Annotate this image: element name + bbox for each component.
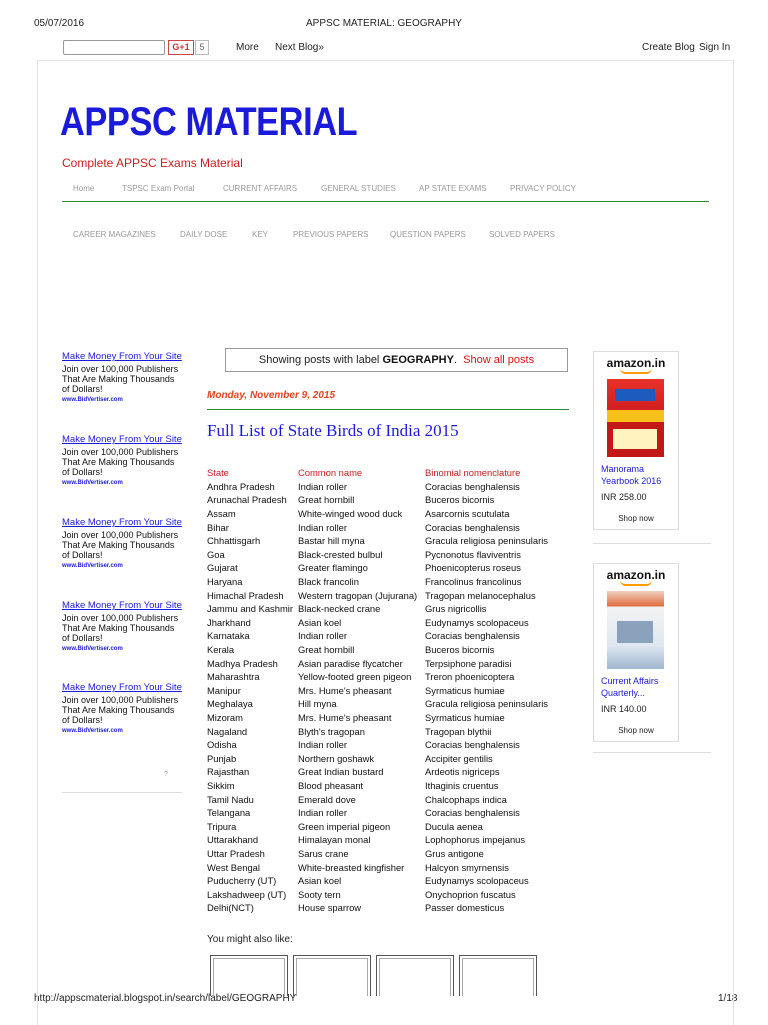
- cell-common-name: Asian paradise flycatcher: [298, 657, 403, 669]
- amazon-product-widget[interactable]: [593, 351, 679, 530]
- sidebar-ad: [62, 351, 182, 405]
- related-post-thumbnail[interactable]: [376, 955, 454, 996]
- table-row: [207, 711, 548, 725]
- ad-link[interactable]: Make Money From Your Site: [62, 434, 182, 445]
- ad-text: Join over 100,000 Publishers That Are Making Thousands of Dollars!: [62, 446, 179, 478]
- cell-binomial: Pycnonotus flaviventris: [425, 548, 521, 560]
- cell-binomial: Phoenicopterus roseus: [425, 562, 521, 574]
- cell-state: Tripura: [207, 820, 237, 832]
- cell-binomial: Ducula aenea: [425, 820, 483, 832]
- post-title[interactable]: Full List of State Birds of India 2015: [207, 421, 459, 440]
- cell-common-name: Asian koel: [298, 875, 342, 887]
- cell-common-name: Himalayan monal: [298, 834, 371, 846]
- cell-common-name: Mrs. Hume's pheasant: [298, 711, 392, 723]
- print-page-number: 1/18: [718, 993, 738, 1004]
- cell-common-name: Hill myna: [298, 698, 337, 710]
- sign-in-link[interactable]: Sign In: [699, 42, 731, 53]
- cell-common-name: Blyth's tragopan: [298, 725, 365, 737]
- table-row: [207, 697, 548, 711]
- table-row: [207, 819, 548, 833]
- ad-text: Join over 100,000 Publishers That Are Making Thousands of Dollars!: [62, 694, 179, 726]
- ad-link[interactable]: Make Money From Your Site: [62, 517, 182, 528]
- cell-common-name: Indian roller: [298, 480, 347, 492]
- menu-item-solved-papers[interactable]: SOLVED PAPERS: [489, 230, 555, 239]
- cell-binomial: Grus antigone: [425, 847, 484, 859]
- site-title[interactable]: APPSC MATERIAL: [60, 100, 358, 144]
- table-row: [207, 548, 548, 562]
- site-description: Complete APPSC Exams Material: [62, 156, 243, 170]
- table-row: [207, 588, 548, 602]
- cell-state: Manipur: [207, 684, 241, 696]
- cell-common-name: Blood pheasant: [298, 779, 364, 791]
- more-link[interactable]: More: [236, 42, 259, 53]
- cell-binomial: Grus nigricollis: [425, 603, 487, 615]
- ad-url[interactable]: www.BidVertiser.com: [62, 396, 123, 403]
- menu-item-general-studies[interactable]: GENERAL STUDIES: [321, 184, 396, 193]
- ad-url[interactable]: www.BidVertiser.com: [62, 479, 123, 486]
- google-plus-button[interactable]: G+1: [168, 40, 194, 55]
- ad-url[interactable]: www.BidVertiser.com: [62, 727, 123, 734]
- cell-binomial: Francolinus francolinus: [425, 576, 522, 588]
- cell-state: Chhattisgarh: [207, 535, 261, 547]
- primary-menu: [62, 184, 709, 202]
- cell-binomial: Halcyon smyrnensis: [425, 861, 509, 873]
- table-row: [207, 806, 548, 820]
- cell-common-name: Sooty tern: [298, 888, 341, 900]
- cell-binomial: Accipiter gentilis: [425, 752, 493, 764]
- post-date-header: Monday, November 9, 2015: [207, 390, 336, 401]
- sidebar-divider: [593, 752, 711, 753]
- book-cover-image[interactable]: [607, 379, 664, 457]
- table-row: [207, 765, 548, 779]
- cell-binomial: Ithaginis cruentus: [425, 779, 499, 791]
- cell-state: Assam: [207, 508, 236, 520]
- table-row: [207, 629, 548, 643]
- sidebar-ad: [62, 682, 182, 736]
- table-row: [207, 887, 548, 901]
- ad-text: Join over 100,000 Publishers That Are Making Thousands of Dollars!: [62, 612, 179, 644]
- cell-binomial: Passer domesticus: [425, 902, 505, 914]
- cell-binomial: Syrmaticus humiae: [425, 711, 505, 723]
- cell-state: Goa: [207, 548, 225, 560]
- cell-state: Nagaland: [207, 725, 248, 737]
- table-row: [207, 847, 548, 861]
- cell-binomial: Terpsiphone paradisi: [425, 657, 512, 669]
- status-suffix: .: [453, 354, 458, 366]
- cell-binomial: Eudynamys scolopaceus: [425, 616, 529, 628]
- show-all-posts-link[interactable]: Show all posts: [463, 354, 535, 366]
- cell-state: West Bengal: [207, 861, 260, 873]
- secondary-menu: [62, 230, 709, 242]
- cell-common-name: Northern goshawk: [298, 752, 375, 764]
- cell-binomial: Asarcornis scutulata: [425, 508, 510, 520]
- cell-binomial: Coracias benghalensis: [425, 807, 520, 819]
- cell-state: Sikkim: [207, 779, 235, 791]
- table-row: [207, 724, 548, 738]
- print-date: 05/07/2016: [34, 18, 85, 29]
- cell-common-name: Western tragopan (Jujurana): [298, 589, 418, 601]
- cell-common-name: White-winged wood duck: [298, 508, 403, 520]
- cell-common-name: Greater flamingo: [298, 562, 368, 574]
- ad-link[interactable]: Make Money From Your Site: [62, 600, 182, 611]
- shop-now-button[interactable]: Shop now: [618, 726, 654, 735]
- ad-text: Join over 100,000 Publishers That Are Making Thousands of Dollars!: [62, 529, 179, 561]
- table-row: [207, 561, 548, 575]
- amazon-logo: amazon.in: [606, 568, 666, 582]
- cell-binomial: Buceros bicornis: [425, 644, 495, 656]
- cell-common-name: Black-crested bulbul: [298, 548, 383, 560]
- table-row: [207, 575, 548, 589]
- cell-state: Haryana: [207, 576, 243, 588]
- cell-state: Jammu and Kashmir: [207, 603, 293, 615]
- related-post-thumbnail[interactable]: [210, 955, 288, 996]
- sidebar-divider: [593, 543, 711, 544]
- menu-item-previous-papers[interactable]: PREVIOUS PAPERS: [293, 230, 369, 239]
- table-body: [207, 480, 548, 915]
- cell-state: Himachal Pradesh: [207, 589, 284, 601]
- date-divider: [207, 409, 569, 410]
- menu-item-home[interactable]: Home: [73, 184, 95, 193]
- product-title[interactable]: Manorama Yearbook 2016: [601, 464, 662, 486]
- cell-common-name: Indian roller: [298, 521, 347, 533]
- cell-state: Punjab: [207, 752, 237, 764]
- column-header-common-name: Common name: [298, 467, 363, 479]
- cell-state: Puducherry (UT): [207, 875, 277, 887]
- menu-item-tspsc[interactable]: TSPSC Exam Portal: [122, 184, 195, 193]
- related-post-thumbnail[interactable]: [459, 955, 537, 996]
- cell-common-name: House sparrow: [298, 902, 362, 914]
- cell-common-name: Mrs. Hume's pheasant: [298, 684, 392, 696]
- table-row: [207, 670, 548, 684]
- product-title[interactable]: Current Affairs Quarterly...: [601, 676, 659, 698]
- cell-common-name: Great Indian bustard: [298, 766, 384, 778]
- table-row: [207, 602, 548, 616]
- cell-state: Odisha: [207, 739, 237, 751]
- cell-state: Andhra Pradesh: [207, 480, 275, 492]
- state-birds-table: [207, 466, 548, 915]
- cell-binomial: Buceros bicornis: [425, 494, 495, 506]
- product-price: INR 140.00: [601, 704, 647, 714]
- status-label: GEOGRAPHY: [382, 354, 454, 366]
- also-like-heading: You might also like:: [207, 934, 293, 945]
- menu-item-question-papers[interactable]: QUESTION PAPERS: [390, 230, 466, 239]
- create-blog-link[interactable]: Create Blog: [642, 42, 695, 53]
- cell-binomial: Gracula religiosa peninsularis: [425, 698, 548, 710]
- cell-common-name: Yellow-footed green pigeon: [298, 671, 412, 683]
- table-row: [207, 792, 548, 806]
- table-row: [207, 656, 548, 670]
- cell-state: Lakshadweep (UT): [207, 888, 287, 900]
- menu-item-privacy-policy[interactable]: PRIVACY POLICY: [510, 184, 576, 193]
- cell-common-name: Asian koel: [298, 616, 342, 628]
- table-row: [207, 901, 548, 915]
- ad-help-icon[interactable]: ?: [164, 771, 168, 778]
- print-url: http://appscmaterial.blogspot.in/search/label/GEOGRAPHY: [34, 993, 297, 1004]
- cell-state: Delhi(NCT): [207, 902, 254, 914]
- table-header-row: [207, 466, 548, 480]
- cell-binomial: Coracias benghalensis: [425, 480, 520, 492]
- related-post-thumbnail[interactable]: [293, 955, 371, 996]
- cell-state: Rajasthan: [207, 766, 250, 778]
- cell-state: Uttar Pradesh: [207, 847, 265, 859]
- sidebar-ad: [62, 434, 182, 488]
- table-row: [207, 643, 548, 657]
- cell-common-name: Great hornbill: [298, 644, 355, 656]
- status-prefix: Showing posts with label: [258, 354, 383, 366]
- google-plus-count: 5: [195, 40, 209, 55]
- cell-state: Maharashtra: [207, 671, 260, 683]
- menu-item-ap-state-exams[interactable]: AP STATE EXAMS: [419, 184, 487, 193]
- cell-common-name: Bastar hill myna: [298, 535, 365, 547]
- ad-text: Join over 100,000 Publishers That Are Making Thousands of Dollars!: [62, 363, 179, 395]
- cell-binomial: Gracula religiosa peninsularis: [425, 535, 548, 547]
- table-row: [207, 860, 548, 874]
- next-blog-link[interactable]: Next Blog»: [275, 42, 324, 53]
- cell-state: Madhya Pradesh: [207, 657, 278, 669]
- table-row: [207, 616, 548, 630]
- cell-binomial: Lophophorus impejanus: [425, 834, 526, 846]
- cell-state: Uttarakhand: [207, 834, 259, 846]
- label-status-message: [225, 348, 568, 372]
- table-row: [207, 507, 548, 521]
- table-row: [207, 493, 548, 507]
- book-cover-image[interactable]: [607, 591, 664, 669]
- cell-state: Mizoram: [207, 711, 243, 723]
- cell-binomial: Coracias benghalensis: [425, 739, 520, 751]
- table-row: [207, 480, 548, 494]
- cell-binomial: Eudynamys scolopaceus: [425, 875, 529, 887]
- sidebar-ad: [62, 600, 182, 654]
- cell-binomial: Chalcophaps indica: [425, 793, 507, 805]
- column-header-binomial: Binomial nomenclature: [425, 467, 521, 479]
- amazon-logo: amazon.in: [606, 356, 666, 370]
- cell-binomial: Syrmaticus humiae: [425, 684, 505, 696]
- cell-common-name: Sarus crane: [298, 847, 349, 859]
- table-row: [207, 684, 548, 698]
- table-row: [207, 874, 548, 888]
- cell-state: Tamil Nadu: [207, 793, 254, 805]
- ad-link[interactable]: Make Money From Your Site: [62, 351, 182, 362]
- cell-state: Meghalaya: [207, 698, 253, 710]
- cell-common-name: Great hornbill: [298, 494, 355, 506]
- cell-common-name: Black francolin: [298, 576, 359, 588]
- cell-common-name: Green imperial pigeon: [298, 820, 391, 832]
- cell-state: Jharkhand: [207, 616, 251, 628]
- table-row: [207, 520, 548, 534]
- product-price: INR 258.00: [601, 492, 647, 502]
- cell-common-name: Black-necked crane: [298, 603, 381, 615]
- navbar-search-input[interactable]: [63, 40, 165, 55]
- cell-binomial: Treron phoenicoptera: [425, 671, 515, 683]
- cell-common-name: Indian roller: [298, 739, 347, 751]
- ad-url[interactable]: www.BidVertiser.com: [62, 562, 123, 569]
- menu-item-key[interactable]: KEY: [252, 230, 269, 239]
- cell-binomial: Coracias benghalensis: [425, 630, 520, 642]
- ad-url[interactable]: www.BidVertiser.com: [62, 645, 123, 652]
- cell-binomial: Coracias benghalensis: [425, 521, 520, 533]
- sidebar-ad: [62, 517, 182, 571]
- ad-divider: [62, 792, 182, 793]
- shop-now-button[interactable]: Shop now: [618, 514, 654, 523]
- column-header-state: State: [207, 467, 229, 479]
- print-title: APPSC MATERIAL: GEOGRAPHY: [306, 18, 462, 29]
- cell-common-name: Indian roller: [298, 807, 347, 819]
- cell-binomial: Tragopan blythii: [425, 725, 492, 737]
- table-row: [207, 779, 548, 793]
- cell-common-name: Indian roller: [298, 630, 347, 642]
- cell-state: Karnataka: [207, 630, 250, 642]
- menu-item-career-magazines[interactable]: CAREER MAGAZINES: [73, 230, 156, 239]
- cell-state: Gujarat: [207, 562, 238, 574]
- cell-state: Kerala: [207, 644, 235, 656]
- cell-state: Arunachal Pradesh: [207, 494, 287, 506]
- cell-binomial: Tragopan melanocephalus: [425, 589, 536, 601]
- cell-state: Bihar: [207, 521, 229, 533]
- cell-common-name: White-breasted kingfisher: [298, 861, 405, 873]
- amazon-product-widget[interactable]: [593, 563, 679, 742]
- menu-item-daily-dose[interactable]: DAILY DOSE: [180, 230, 228, 239]
- cell-state: Telangana: [207, 807, 251, 819]
- table-row: [207, 534, 548, 548]
- table-row: [207, 833, 548, 847]
- cell-binomial: Ardeotis nigriceps: [425, 766, 500, 778]
- table-row: [207, 751, 548, 765]
- cell-common-name: Emerald dove: [298, 793, 356, 805]
- table-row: [207, 738, 548, 752]
- menu-item-current-affairs[interactable]: CURRENT AFFAIRS: [223, 184, 298, 193]
- cell-binomial: Onychoprion fuscatus: [425, 888, 516, 900]
- ad-link[interactable]: Make Money From Your Site: [62, 682, 182, 693]
